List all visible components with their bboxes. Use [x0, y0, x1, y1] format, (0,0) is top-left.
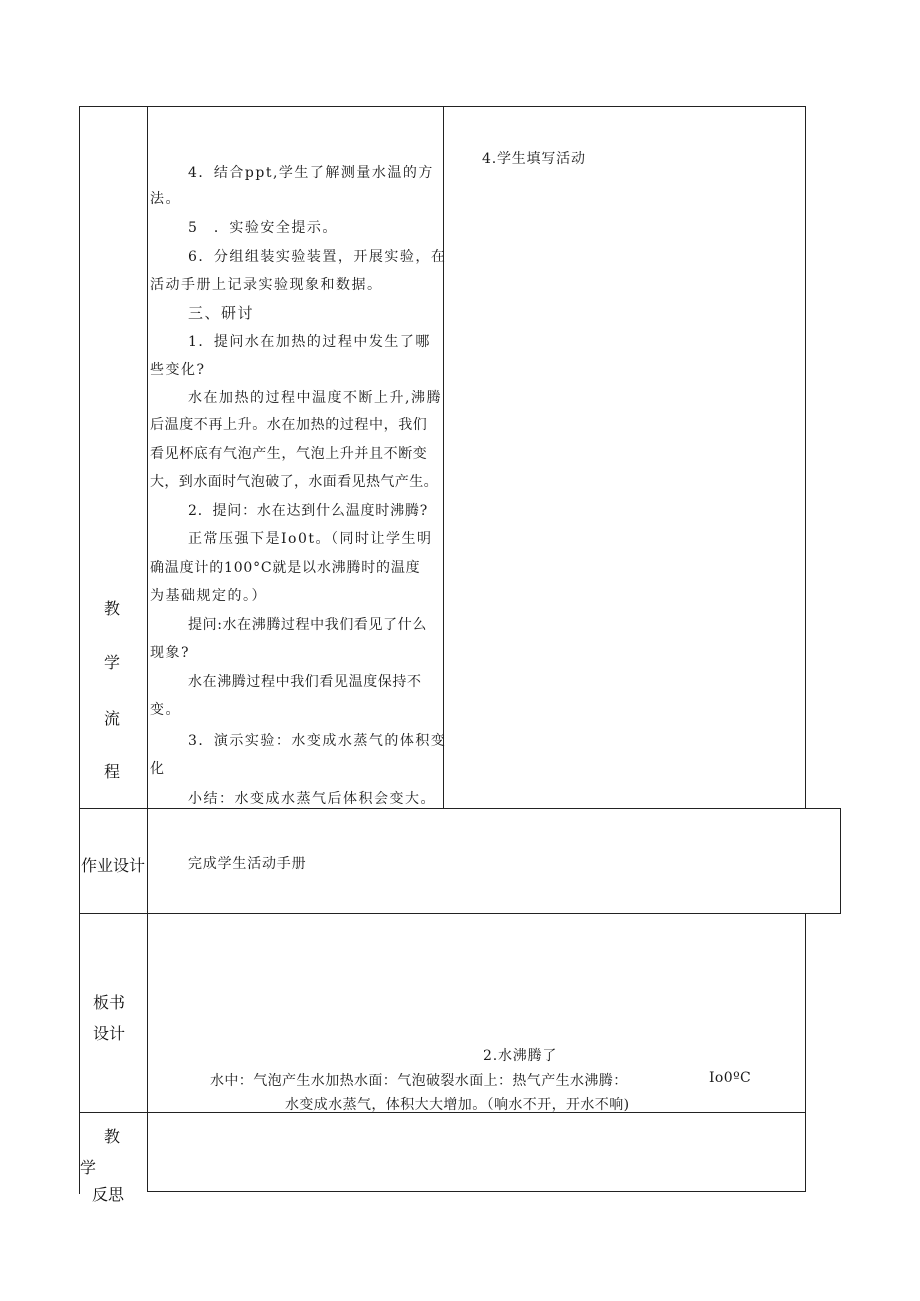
flow-line: 3．演示实验：水变成水蒸气的体积变 [188, 733, 447, 749]
homework-right-border [840, 808, 841, 914]
flow-line: 些变化? [150, 362, 206, 378]
flow-label-char-2: 学 [104, 653, 121, 672]
flow-line: 5 ．实验安全提示。 [188, 220, 338, 236]
flow-student-activity: 4.学生填写活动 [482, 151, 586, 167]
flow-line: 现象? [150, 645, 191, 661]
flow-line: 提问:水在沸腾过程中我们看见了什么 [188, 617, 427, 633]
table-right-border-upper [805, 106, 806, 808]
flow-line: 4．结合ppt,学生了解测量水温的方 [188, 165, 434, 181]
flow-line: 法。 [150, 191, 181, 207]
reflection-label-char-2: 学 [80, 1158, 97, 1177]
flow-line: 化 [150, 761, 166, 777]
board-temperature: Io0ºC [709, 1070, 752, 1086]
flow-line: 大，到水面时气泡破了，水面看见热气产生。 [150, 474, 438, 490]
flow-line: 小结：水变成水蒸气后体积会变大。 [188, 791, 436, 807]
homework-row-bottom-border [79, 913, 841, 914]
flow-line: 水在加热的过程中温度不断上升,沸腾 [188, 390, 442, 406]
flow-section-heading: 三、研讨 [188, 304, 255, 322]
flow-label-char-1: 教 [104, 599, 121, 618]
table-right-border-lower [805, 913, 806, 1192]
flow-line: 为基础规定的。） [150, 588, 267, 604]
label-column-border [147, 106, 148, 1192]
flow-line: 后温度不再上升。水在加热的过程中，我们 [150, 417, 428, 433]
flow-line: 6．分组组装实验装置，开展实验，在 [188, 249, 447, 265]
table-left-border [79, 106, 80, 1194]
flow-label-char-3: 流 [104, 709, 121, 728]
reflection-label-char-1: 教 [104, 1127, 121, 1146]
flow-line: 1．提问水在加热的过程中发生了哪 [188, 334, 431, 350]
board-line-1: 水中：气泡产生水加热水面：气泡破裂水面上：热气产生水沸腾： [210, 1073, 628, 1089]
flow-line: 水在沸腾过程中我们看见温度保持不 [188, 674, 422, 690]
flow-line: 正常压强下是Io0t。（同时让学生明 [188, 531, 433, 547]
reflection-label-char-3: 反思 [92, 1185, 125, 1204]
homework-label: 作业设计 [81, 856, 146, 875]
flow-line: 看见杯底有气泡产生，气泡上升并且不断变 [150, 446, 428, 462]
board-title: 2.水沸腾了 [483, 1048, 558, 1064]
reflection-label-clip [80, 1182, 146, 1204]
flow-row-bottom-border [79, 808, 841, 809]
table-bottom-border [147, 1191, 806, 1192]
flow-line: 确温度计的100°C就是以水沸腾时的温度 [150, 560, 421, 576]
board-label-line-2: 设计 [93, 1024, 126, 1043]
board-label-line-1: 板书 [93, 993, 126, 1012]
flow-label-char-4: 程 [104, 762, 121, 781]
board-line-2: 水变成水蒸气，体积大大增加。（响水不开，开水不响) [285, 1097, 630, 1113]
flow-line: 变。 [150, 702, 181, 718]
flow-middle-border [443, 106, 444, 808]
flow-line: 活动手册上记录实验现象和数据。 [150, 277, 383, 293]
flow-line: 2．提问：水在达到什么温度时沸腾? [188, 503, 429, 519]
homework-content: 完成学生活动手册 [188, 856, 307, 872]
